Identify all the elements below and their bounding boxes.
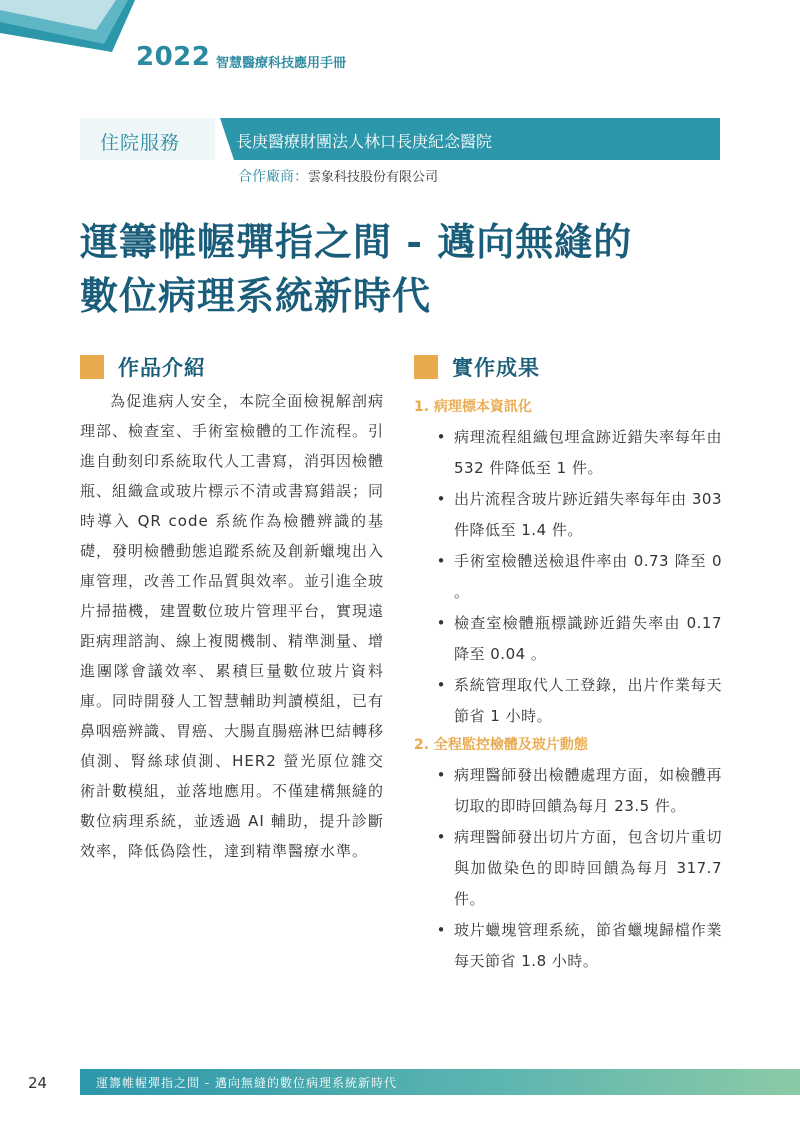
section-square-icon	[80, 355, 104, 379]
page-number: 24	[28, 1074, 48, 1092]
partner-name: 雲象科技股份有限公司	[308, 170, 439, 185]
results-list	[414, 396, 722, 977]
intro-body: 為促進病人安全，本院全面檢視解剖病理部、檢查室、手術室檢體的工作流程。引進自動刻印系統取代人工書寫，消弭因檢體瓶、組織盒或玻片標示不清或書寫錯誤；同時導入 QR code 系統作為檢體辨識的基礎，發明檢體動態追蹤系統及創新蠟塊出入庫管理，改善工作品質與效率。並引進全玻片掃描機，建置數位玻片管理平台，實現遠距病理諮詢、線上複閱機制、精準測量、增進團隊會議效率、累積巨量數位玻片資料庫。同時開發人工智慧輔助判讀模組，已有鼻咽癌辨識、胃癌、大腸直腸癌淋巴結轉移偵測、腎絲球偵測、HER2 螢光原位雜交術計數模組，並落地應用。不僅建構無縫的數位病理系統，並透過 AI 輔助，提升診斷效率，降低偽陰性，達到精準醫療水準。	[80, 392, 385, 860]
list-item: • 手術室檢體送檢退件率由 0.73 降至 0 。	[414, 546, 722, 608]
handbook-year: 2022	[136, 42, 211, 72]
intro-heading	[80, 352, 206, 382]
article-title-line-1: 運籌帷幄彈指之間 - 邁向無縫的	[80, 219, 633, 264]
partner-line	[238, 166, 438, 186]
results-group-title: 1. 病理標本資訊化	[414, 399, 532, 415]
list-item: • 出片流程含玻片跡近錯失率每年由 303 件降低至 1.4 件。	[414, 484, 722, 546]
article-title-line-2: 數位病理系統新時代	[80, 273, 432, 318]
category-banner	[80, 118, 720, 160]
partner-label: 合作廠商：	[238, 169, 308, 185]
list-item: • 檢查室檢體瓶標識跡近錯失率由 0.17 降至 0.04 。	[414, 608, 722, 670]
list-item: • 病理流程組織包埋盒跡近錯失率每年由 532 件降低至 1 件。	[414, 422, 722, 484]
bullet-dot-icon: •	[436, 676, 446, 694]
bullet-dot-icon: •	[436, 428, 446, 446]
bullet-dot-icon: •	[436, 921, 446, 939]
list-item: • 病理醫師發出切片方面，包含切片重切與加做染色的即時回饋為每月 317.7 件。	[414, 822, 722, 915]
category-label: 住院服務	[100, 132, 181, 154]
list-item: • 系統管理取代人工登錄，出片作業每天節省 1 小時。	[414, 670, 722, 732]
bullet-dot-icon: •	[436, 828, 446, 846]
corner-decoration	[0, 0, 140, 60]
footer-bar	[80, 1069, 800, 1095]
intro-heading-text: 作品介紹	[118, 356, 206, 380]
list-item: • 病理醫師發出檢體處理方面，如檢體再切取的即時回饋為每月 23.5 件。	[414, 760, 722, 822]
bullet-dot-icon: •	[436, 766, 446, 784]
bullet-dot-icon: •	[436, 490, 446, 508]
results-group-title: 2. 全程監控檢體及玻片動態	[414, 737, 588, 753]
results-heading	[414, 352, 540, 382]
footer-running-title: 運籌帷幄彈指之間 - 邁向無縫的數位病理系統新時代	[96, 1076, 397, 1090]
list-item: • 玻片蠟塊管理系統，節省蠟塊歸檔作業每天節省 1.8 小時。	[414, 915, 722, 977]
section-square-icon	[414, 355, 438, 379]
handbook-title: 智慧醫療科技應用手冊	[216, 56, 347, 71]
article-title	[80, 215, 740, 323]
bullet-dot-icon: •	[436, 614, 446, 632]
bullet-dot-icon: •	[436, 552, 446, 570]
hospital-name: 長庚醫療財團法人林口長庚紀念醫院	[236, 132, 493, 151]
results-heading-text: 實作成果	[452, 356, 540, 380]
